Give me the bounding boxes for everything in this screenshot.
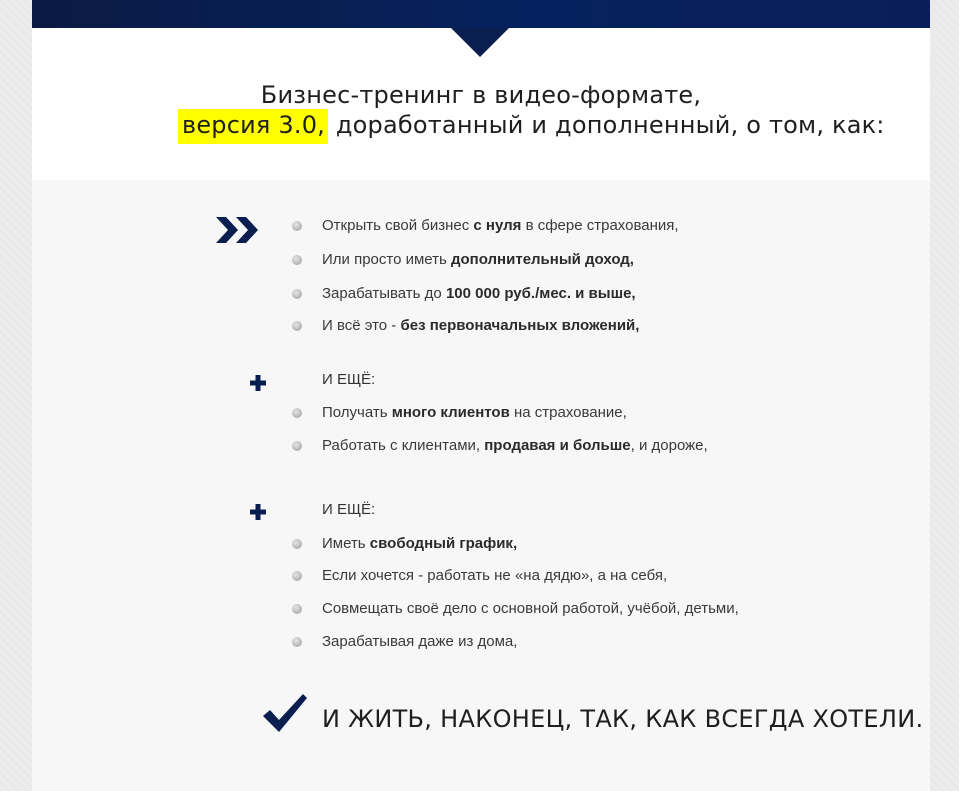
item-text-tail: на страхование,: [509, 404, 627, 421]
bullet-dot-icon: [292, 571, 302, 581]
bullet-dot-icon: [292, 221, 302, 231]
bullet-dot-icon: [292, 321, 302, 331]
item-emphasis: продавая и больше: [484, 437, 631, 454]
item-text-tail: , и дороже,: [630, 437, 708, 454]
version-highlight: версия 3.0,: [178, 109, 328, 144]
item-text: Зарабатывая даже из дома,: [322, 633, 518, 650]
section-heading: И ЕЩЁ:: [322, 501, 376, 518]
final-statement: И ЖИТЬ, НАКОНЕЦ, ТАК, КАК ВСЕГДА ХОТЕЛИ.: [322, 705, 924, 733]
item-emphasis: свободный график,: [369, 535, 518, 552]
plus-icon: [250, 375, 266, 391]
item-text-tail: в сфере страхования,: [521, 217, 679, 234]
plus-icon: [250, 504, 266, 520]
item-emphasis: много клиентов: [391, 404, 510, 421]
headline-line-2-text: доработанный и дополненный, о том, как:: [328, 111, 885, 139]
item-text: Работать с клиентами,: [322, 437, 485, 454]
item-text: Или просто иметь: [322, 251, 451, 268]
bullet-dot-icon: [292, 441, 302, 451]
headline-line-2: [178, 111, 885, 139]
down-arrow-icon: [451, 28, 509, 57]
item-text: Совмещать своё дело с основной работой, учёбой, детьми,: [322, 600, 739, 617]
checkmark-icon: [261, 692, 309, 734]
double-chevron-right-icon: [216, 217, 264, 243]
bullet-dot-icon: [292, 289, 302, 299]
bullet-dot-icon: [292, 408, 302, 418]
item-emphasis: без первоначальных вложений,: [400, 317, 640, 334]
item-text: Открыть свой бизнес: [322, 217, 474, 234]
item-text: И всё это -: [322, 317, 401, 334]
item-text: Если хочется - работать не «на дядю», а на себя,: [322, 567, 668, 584]
headline-line-1: Бизнес-тренинг в видео-формате,: [260, 81, 702, 109]
bullet-dot-icon: [292, 539, 302, 549]
item-emphasis: дополнительный доход,: [451, 251, 634, 268]
content-page: [32, 0, 930, 791]
item-text: Зарабатывать до: [322, 285, 446, 302]
item-text: Получать: [322, 404, 392, 421]
top-banner-bar: [32, 0, 930, 28]
bullet-dot-icon: [292, 637, 302, 647]
bullet-dot-icon: [292, 255, 302, 265]
item-emphasis: с нуля: [473, 217, 522, 234]
item-text: Иметь: [322, 535, 370, 552]
bullet-dot-icon: [292, 604, 302, 614]
item-emphasis: 100 000 руб./мес. и выше,: [445, 285, 636, 302]
section-heading: И ЕЩЁ:: [322, 371, 376, 388]
